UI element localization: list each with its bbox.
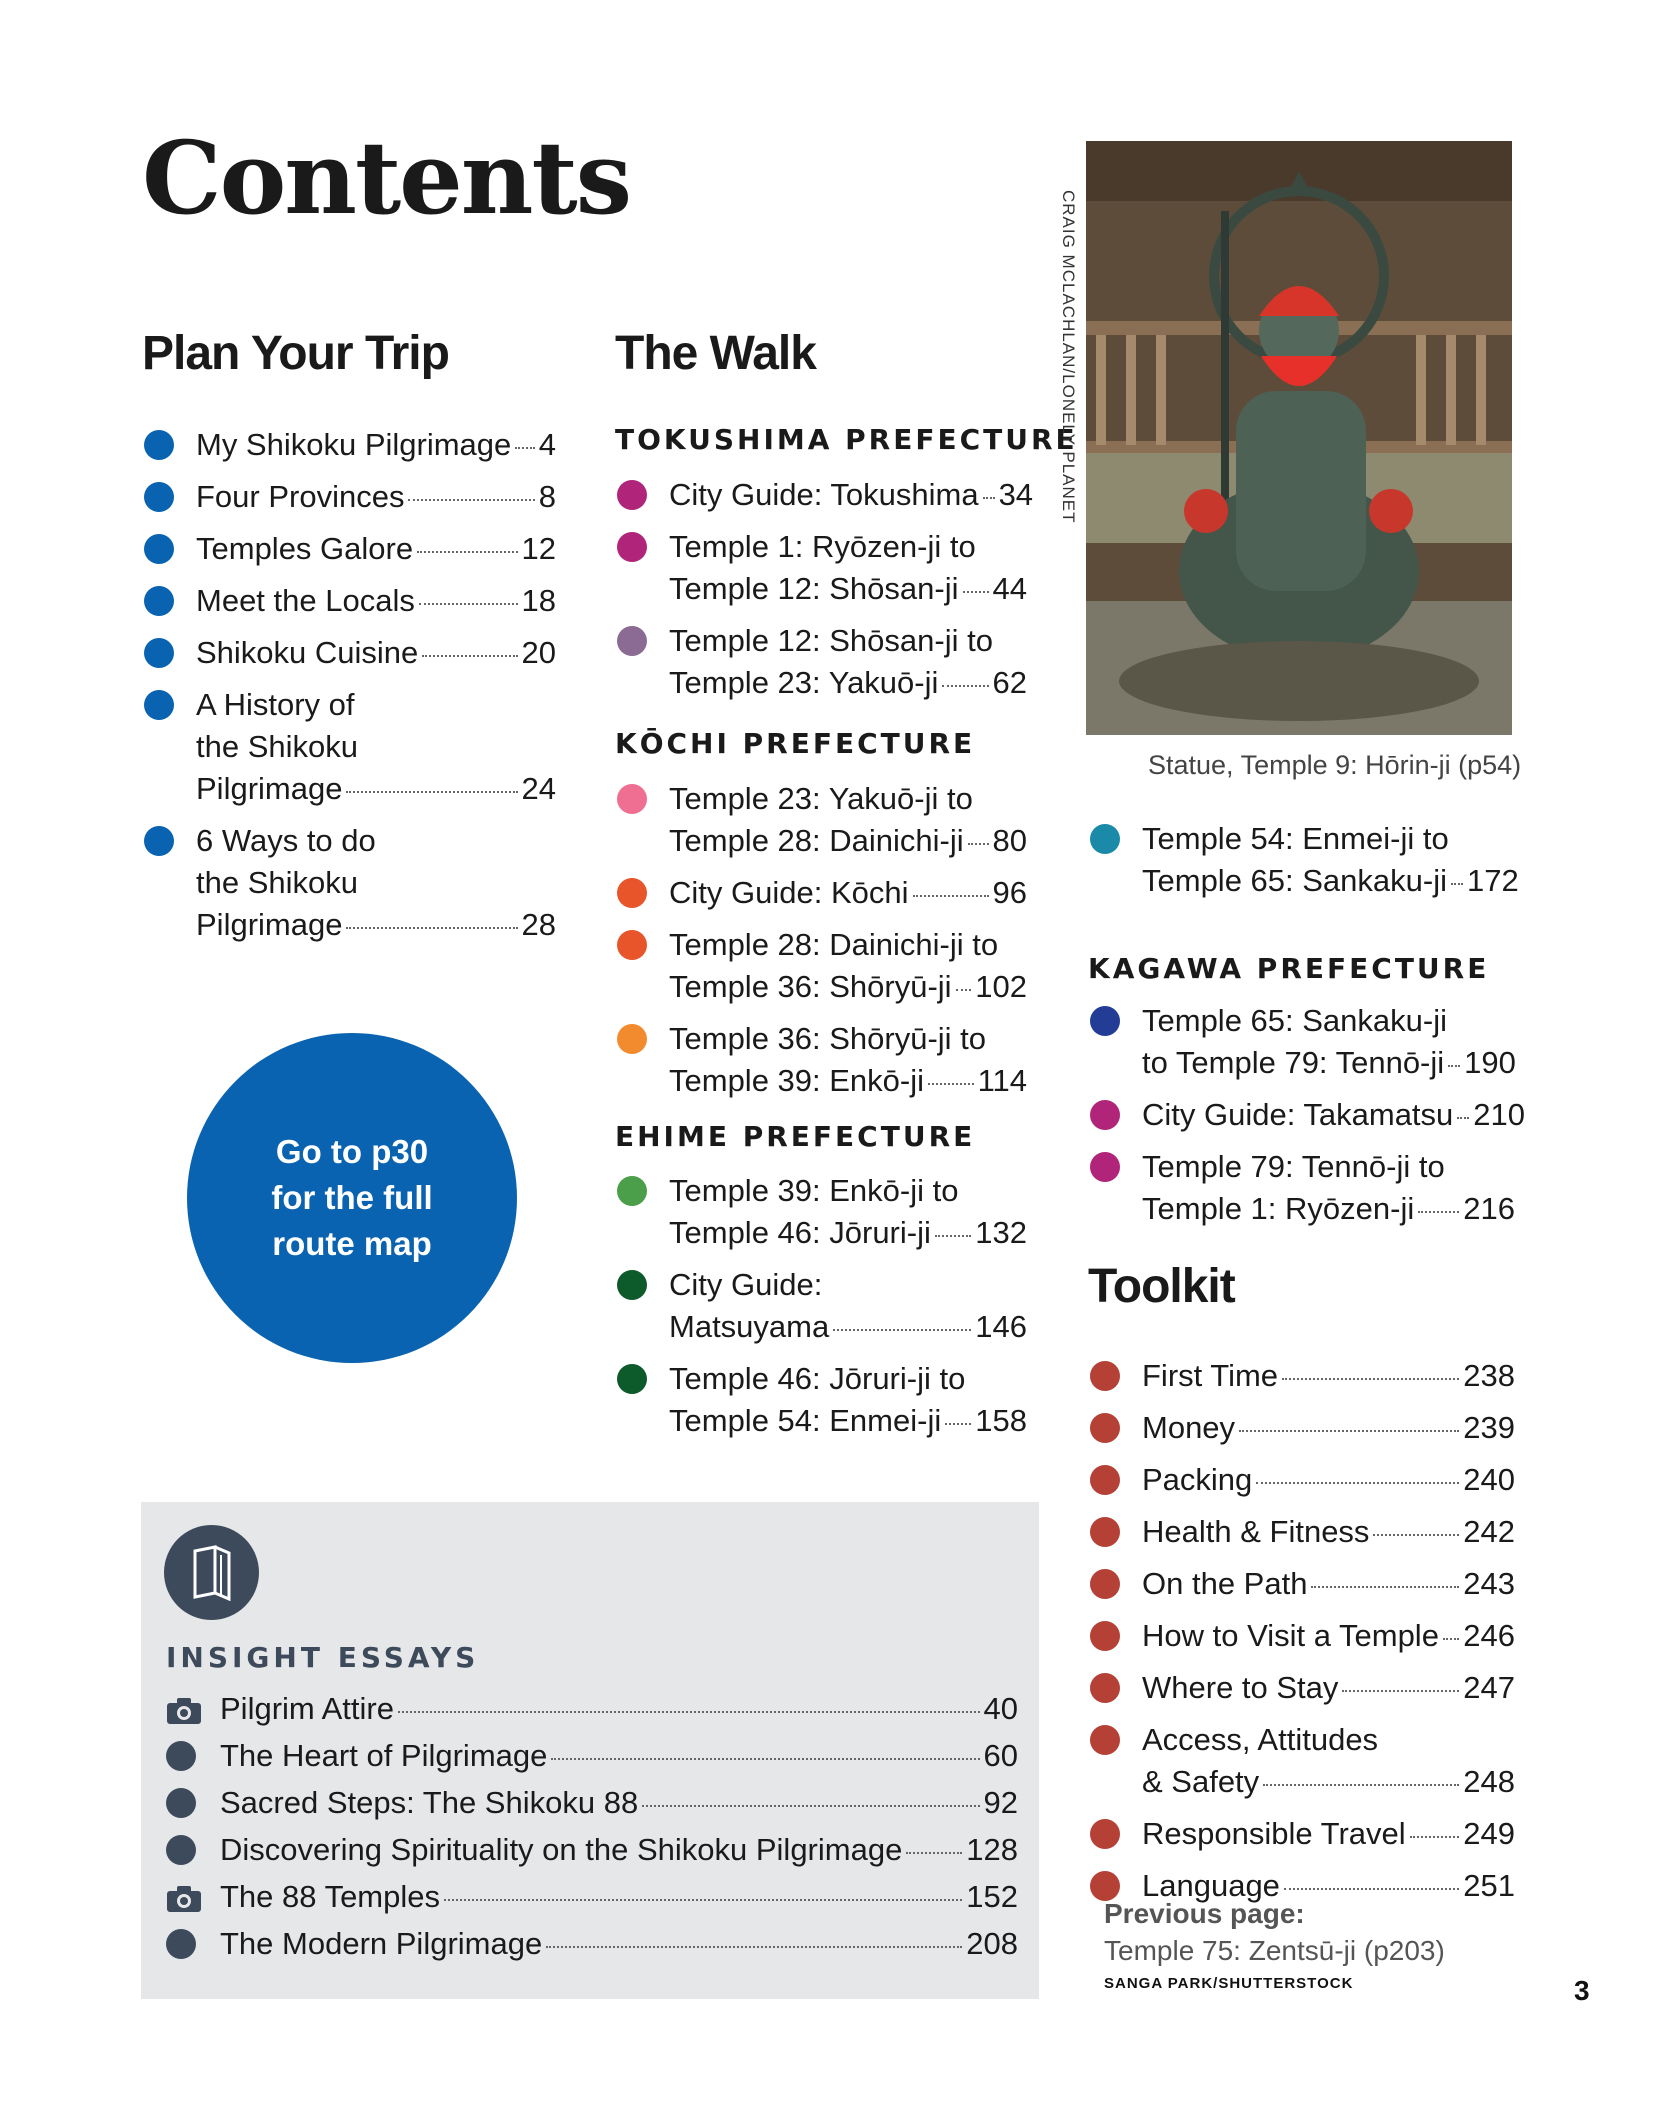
toc-entry[interactable] [1090, 1000, 1515, 1084]
entry-label: Temple 54: Enmei-ji to [1142, 821, 1449, 856]
insight-essays-heading: INSIGHT ESSAYS [166, 1641, 480, 1674]
entry-label: City Guide: Tokushima [669, 477, 979, 512]
entry-label: City Guide: Takamatsu [1142, 1097, 1454, 1132]
entry-label: the Shikoku [196, 729, 358, 764]
insight-essay-entry[interactable] [166, 1829, 1018, 1871]
entry-page-number: 172 [1467, 863, 1519, 898]
entry-label: Access, Attitudes [1142, 1722, 1379, 1757]
dot-leader [1311, 1586, 1459, 1588]
kagawa-heading: KAGAWA PREFECTURE [1088, 952, 1490, 985]
entry-page-number: 251 [1463, 1868, 1515, 1903]
bullet-dot-icon [617, 1364, 647, 1394]
dot-leader [1263, 1784, 1459, 1786]
toc-entry[interactable] [617, 872, 1027, 914]
entry-label: Money [1142, 1410, 1236, 1445]
entry-label: How to Visit a Temple [1142, 1618, 1439, 1653]
entry-label: A History of [196, 687, 355, 722]
bullet-dot-icon [1090, 1871, 1120, 1901]
entry-page-number: 190 [1464, 1045, 1516, 1080]
dot-leader [1239, 1430, 1459, 1432]
entry-label: Temple 36: Shōryū-ji [669, 969, 952, 1004]
bullet-dot-icon [617, 480, 647, 510]
dot-leader [1282, 1378, 1459, 1380]
dot-leader [928, 1083, 974, 1085]
entry-label: Temple 23: Yakuō-ji [669, 665, 939, 700]
dot-leader [546, 1946, 962, 1948]
toc-entry[interactable] [1090, 818, 1519, 902]
insight-essay-entry[interactable] [166, 1876, 1018, 1918]
callout-line-3: route map [272, 1225, 432, 1262]
tokushima-heading: TOKUSHIMA PREFECTURE [615, 423, 1078, 456]
entry-page-number: 239 [1463, 1410, 1515, 1445]
dot-leader [1443, 1638, 1459, 1640]
entry-page-number: 12 [521, 531, 556, 566]
bullet-dot-icon [1090, 1819, 1120, 1849]
entry-label: Meet the Locals [196, 583, 415, 618]
toc-entry[interactable] [144, 684, 556, 810]
dot-leader [1284, 1888, 1459, 1890]
bullet-dot-icon [144, 430, 174, 460]
entry-label: Temple 28: Dainichi-ji [669, 823, 964, 858]
entry-page-number: 20 [521, 635, 556, 670]
toolkit-heading: Toolkit [1088, 1260, 1235, 1313]
toc-entry[interactable] [1090, 1813, 1515, 1855]
toc-entry[interactable] [1090, 1563, 1515, 1605]
bullet-dot-icon [617, 930, 647, 960]
bullet-dot-icon [1090, 1465, 1120, 1495]
photo-caption: Statue, Temple 9: Hōrin-ji (p54) [1148, 750, 1522, 780]
bullet-dot-icon [1090, 1006, 1120, 1036]
dot-leader [983, 497, 995, 499]
camera-icon [166, 1697, 202, 1725]
insight-essay-entry[interactable] [166, 1688, 1018, 1730]
entry-page-number: 92 [983, 1785, 1018, 1820]
insight-essay-entry[interactable] [166, 1782, 1018, 1824]
bullet-dot-icon [166, 1788, 196, 1818]
toolkit-list [1090, 1355, 1515, 1917]
bullet-dot-icon [166, 1741, 196, 1771]
entry-page-number: 80 [992, 823, 1027, 858]
bullet-dot-icon [617, 626, 647, 656]
bullet-dot-icon [1090, 1100, 1120, 1130]
entry-label: Temple 46: Jōruri-ji [669, 1215, 931, 1250]
statue-photo [1086, 141, 1512, 735]
entry-page-number: 158 [975, 1403, 1027, 1438]
entry-label: Packing [1142, 1462, 1253, 1497]
entry-page-number: 4 [538, 427, 556, 462]
insight-essay-entry[interactable] [166, 1923, 1018, 1965]
entry-label: Temple 39: Enkō-ji [669, 1063, 925, 1098]
bullet-dot-icon [144, 690, 174, 720]
entry-label: Matsuyama [669, 1309, 830, 1344]
ehime-list [617, 1170, 1027, 1452]
dot-leader [1451, 883, 1463, 885]
toc-entry[interactable] [1090, 1407, 1515, 1449]
entry-page-number: 28 [521, 907, 556, 942]
book-icon [164, 1525, 259, 1620]
entry-label: Temple 79: Tennō-ji to [1142, 1149, 1445, 1184]
entry-page-number: 40 [983, 1691, 1018, 1726]
toc-entry[interactable] [617, 526, 1027, 610]
dot-leader [1373, 1534, 1459, 1536]
toc-entry[interactable] [144, 820, 556, 946]
entry-page-number: 216 [1463, 1191, 1515, 1226]
insight-essay-entry[interactable] [166, 1735, 1018, 1777]
bullet-dot-icon [1090, 1517, 1120, 1547]
callout-line-2: for the full [271, 1179, 433, 1216]
entry-label: The 88 Temples [220, 1879, 440, 1914]
toc-entry[interactable] [144, 528, 556, 570]
dot-leader [642, 1805, 979, 1807]
dot-leader [346, 791, 517, 793]
toc-entry[interactable] [1090, 1094, 1526, 1136]
entry-page-number: 246 [1463, 1618, 1515, 1653]
dot-leader [942, 685, 988, 687]
ehime-heading: EHIME PREFECTURE [615, 1120, 976, 1153]
entry-label: Discovering Spirituality on the Shikoku Pilgrimage [220, 1832, 903, 1867]
statue-illustration [1086, 141, 1512, 735]
dot-leader [833, 1329, 971, 1331]
bullet-dot-icon [144, 534, 174, 564]
entry-page-number: 44 [992, 571, 1027, 606]
previous-page-heading: Previous page: [1104, 1898, 1305, 1929]
entry-page-number: 248 [1463, 1764, 1515, 1799]
toc-entry[interactable] [144, 424, 556, 466]
bullet-dot-icon [1090, 1152, 1120, 1182]
entry-label: Temple 65: Sankaku-ji [1142, 863, 1447, 898]
toc-entry[interactable] [617, 1018, 1027, 1102]
bullet-dot-icon [1090, 1725, 1120, 1755]
entry-page-number: 240 [1463, 1462, 1515, 1497]
dot-leader [1418, 1211, 1459, 1213]
dot-leader [398, 1711, 980, 1713]
bullet-dot-icon [166, 1929, 196, 1959]
entry-page-number: 243 [1463, 1566, 1515, 1601]
dot-leader [963, 591, 989, 593]
toc-entry[interactable] [617, 1170, 1027, 1254]
dot-leader [417, 551, 517, 553]
entry-label: Temples Galore [196, 531, 414, 566]
bullet-dot-icon [144, 586, 174, 616]
toc-entry[interactable] [617, 778, 1027, 862]
dot-leader [346, 927, 517, 929]
entry-label: Sacred Steps: The Shikoku 88 [220, 1785, 639, 1820]
callout-line-1: Go to p30 [275, 1133, 429, 1170]
toc-entry[interactable] [1090, 1459, 1515, 1501]
bullet-dot-icon [617, 784, 647, 814]
entry-label: Temple 23: Yakuō-ji to [669, 781, 973, 816]
entry-label: Four Provinces [196, 479, 405, 514]
previous-page-credit: SANGA PARK/SHUTTERSTOCK [1104, 1975, 1354, 1992]
entry-label: Pilgrimage [196, 771, 343, 806]
bullet-dot-icon [144, 638, 174, 668]
dot-leader [935, 1235, 971, 1237]
entry-page-number: 102 [975, 969, 1027, 1004]
the-walk-heading: The Walk [615, 327, 816, 380]
entry-label: City Guide: [669, 1267, 823, 1302]
ehime-continued-list [1090, 818, 1519, 912]
entry-page-number: 247 [1463, 1670, 1515, 1705]
previous-page-text: Temple 75: Zentsū-ji (p203) [1104, 1935, 1445, 1966]
entry-label: Temple 1: Ryōzen-ji [1142, 1191, 1415, 1226]
bullet-dot-icon [617, 878, 647, 908]
dot-leader [956, 989, 972, 991]
entry-page-number: 60 [983, 1738, 1018, 1773]
dot-leader [1410, 1836, 1460, 1838]
entry-label: The Modern Pilgrimage [220, 1926, 543, 1961]
bullet-dot-icon [617, 532, 647, 562]
toc-entry[interactable] [144, 632, 556, 674]
entry-label: Temple 65: Sankaku-ji [1142, 1003, 1447, 1038]
dot-leader [906, 1852, 962, 1854]
dot-leader [422, 655, 517, 657]
entry-page-number: 128 [966, 1832, 1018, 1867]
route-map-callout[interactable] [187, 1033, 517, 1363]
dot-leader [551, 1758, 979, 1760]
photo-credit: CRAIG MCLACHLAN/LONELY PLANET [1059, 190, 1078, 524]
dot-leader [515, 447, 534, 449]
bullet-dot-icon [166, 1835, 196, 1865]
plan-your-trip-heading: Plan Your Trip [142, 327, 449, 380]
entry-page-number: 96 [992, 875, 1027, 910]
entry-page-number: 208 [966, 1926, 1018, 1961]
bullet-dot-icon [1090, 1673, 1120, 1703]
dot-leader [913, 895, 989, 897]
bullet-dot-icon [1090, 1621, 1120, 1651]
entry-label: On the Path [1142, 1566, 1308, 1601]
entry-label: Health & Fitness [1142, 1514, 1370, 1549]
bullet-dot-icon [1090, 824, 1120, 854]
bullet-dot-icon [1090, 1569, 1120, 1599]
plan-your-trip-list [144, 424, 556, 956]
entry-label: The Heart of Pilgrimage [220, 1738, 548, 1773]
entry-label: the Shikoku [196, 865, 358, 900]
toc-entry[interactable] [617, 1358, 1027, 1442]
entry-page-number: 132 [975, 1215, 1027, 1250]
entry-label: 6 Ways to do [196, 823, 376, 858]
entry-label: City Guide: Kōchi [669, 875, 909, 910]
dot-leader [1256, 1482, 1459, 1484]
entry-page-number: 249 [1463, 1816, 1515, 1851]
entry-label: Temple 46: Jōruri-ji to [669, 1361, 966, 1396]
entry-page-number: 146 [975, 1309, 1027, 1344]
entry-label: to Temple 79: Tennō-ji [1142, 1045, 1445, 1080]
entry-label: Temple 36: Shōryū-ji to [669, 1021, 987, 1056]
dot-leader [444, 1899, 962, 1901]
camera-icon [166, 1885, 202, 1913]
dot-leader [1448, 1065, 1460, 1067]
dot-leader [408, 499, 534, 501]
entry-page-number: 242 [1463, 1514, 1515, 1549]
entry-label: Temple 12: Shōsan-ji to [669, 623, 993, 658]
entry-label: Responsible Travel [1142, 1816, 1406, 1851]
page-number: 3 [1574, 1975, 1590, 2006]
entry-page-number: 152 [966, 1879, 1018, 1914]
entry-page-number: 34 [998, 477, 1034, 512]
entry-page-number: 238 [1463, 1358, 1515, 1393]
toc-entry[interactable] [617, 1264, 1027, 1348]
dot-leader [968, 843, 989, 845]
bullet-dot-icon [144, 826, 174, 856]
toc-entry[interactable] [1090, 1146, 1515, 1230]
toc-entry[interactable] [1090, 1667, 1515, 1709]
bullet-dot-icon [617, 1270, 647, 1300]
bullet-dot-icon [144, 482, 174, 512]
entry-label: Temple 1: Ryōzen-ji to [669, 529, 976, 564]
dot-leader [1342, 1690, 1459, 1692]
toc-entry[interactable] [617, 924, 1027, 1008]
kochi-list [617, 778, 1027, 1112]
entry-label: Where to Stay [1142, 1670, 1339, 1705]
kagawa-list [1090, 1000, 1526, 1240]
entry-label: Temple 28: Dainichi-ji to [669, 927, 999, 962]
toc-entry[interactable] [617, 474, 1034, 516]
entry-page-number: 114 [977, 1063, 1027, 1098]
bullet-dot-icon [1090, 1361, 1120, 1391]
dot-leader [1457, 1117, 1469, 1119]
bullet-dot-icon [617, 1176, 647, 1206]
toc-entry[interactable] [144, 476, 556, 518]
tokushima-list [617, 474, 1034, 714]
toc-entry[interactable] [1090, 1719, 1515, 1803]
entry-label: Shikoku Cuisine [196, 635, 419, 670]
toc-entry[interactable] [1090, 1615, 1515, 1657]
entry-label: Temple 54: Enmei-ji [669, 1403, 942, 1438]
kochi-heading: KŌCHI PREFECTURE [615, 727, 976, 760]
entry-label: First Time [1142, 1358, 1279, 1393]
entry-label: Language [1142, 1868, 1280, 1903]
entry-label: Pilgrim Attire [220, 1691, 394, 1726]
entry-page-number: 8 [538, 479, 556, 514]
entry-page-number: 210 [1473, 1097, 1526, 1132]
entry-label: My Shikoku Pilgrimage [196, 427, 512, 462]
bullet-dot-icon [617, 1024, 647, 1054]
toc-entry[interactable] [144, 580, 556, 622]
entry-label: Temple 39: Enkō-ji to [669, 1173, 959, 1208]
page-title: Contents [142, 119, 631, 237]
dot-leader [419, 603, 518, 605]
dot-leader [945, 1423, 971, 1425]
toc-entry[interactable] [1090, 1511, 1515, 1553]
entry-label: Pilgrimage [196, 907, 343, 942]
entry-label: & Safety [1142, 1764, 1260, 1799]
entry-label: Temple 12: Shōsan-ji [669, 571, 959, 606]
toc-entry[interactable] [1090, 1355, 1515, 1397]
toc-entry[interactable] [617, 620, 1027, 704]
bullet-dot-icon [1090, 1413, 1120, 1443]
entry-page-number: 18 [521, 583, 556, 618]
entry-page-number: 62 [992, 665, 1027, 700]
insight-essays-list [166, 1688, 1018, 1970]
entry-page-number: 24 [521, 771, 556, 806]
